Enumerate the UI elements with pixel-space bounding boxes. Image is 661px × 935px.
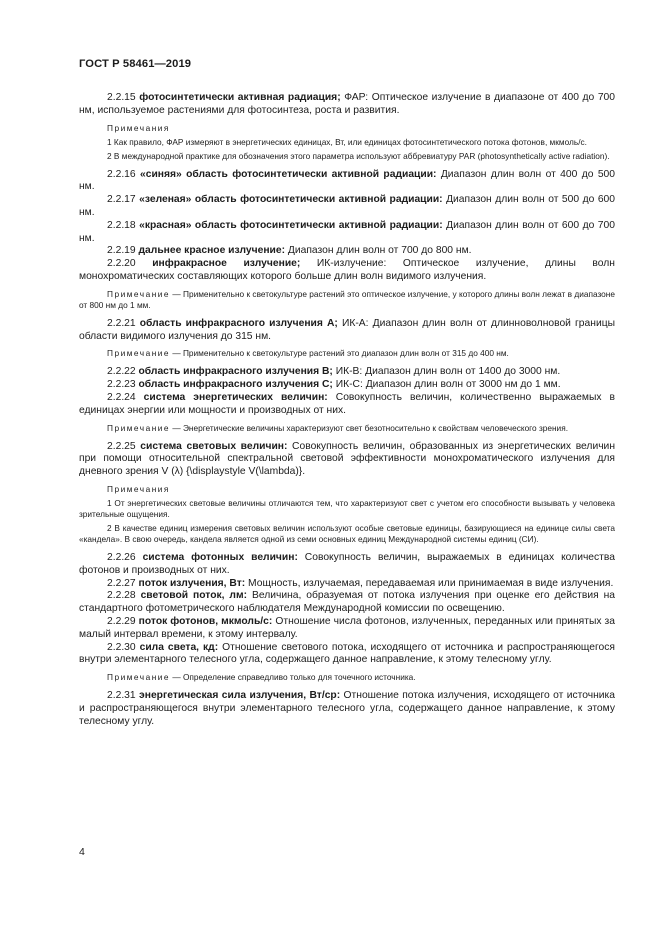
term-2-2-24: [79, 392, 615, 418]
term-number: 2.2.30: [107, 641, 136, 653]
term-2-2-18: [79, 220, 615, 246]
term-number: 2.2.27: [107, 577, 136, 589]
term-number: 2.2.25: [107, 440, 136, 452]
term-number: 2.2.20: [107, 258, 136, 270]
term-number: 2.2.15: [107, 92, 136, 103]
term-2-2-26: [79, 552, 615, 578]
note-text: — Применительно к светокультуре растений это оптическое излучение, у которого длины волн лежат в диапазоне от 800 нм до 1 мм.: [79, 288, 615, 310]
term-name: дальнее красное излучение:: [138, 245, 286, 257]
term-2-2-31: [79, 690, 615, 728]
term-2-2-20: [79, 258, 615, 284]
term-name: инфракрасное излучение;: [152, 258, 301, 270]
note-2-2-15-1: 1 Как правило, ФАР измеряют в энергетических единицах, Вт, или единицах фотосинтетического потока фотонов, мкмоль/с.: [107, 136, 587, 147]
term-name: поток излучения, Вт:: [138, 577, 246, 589]
term-number: 2.2.18: [107, 219, 136, 231]
note-2-2-20: [79, 289, 615, 311]
term-2-2-16: [79, 169, 615, 195]
term-2-2-22: [79, 366, 615, 379]
document-header: ГОСТ Р 58461—2019: [79, 58, 192, 70]
term-definition: Отношение светового потока, исходящего от источника и распространяющегося внутри элементарного телесного угла, содержащего данное направление, к этому телесному углу.: [79, 641, 615, 666]
term-name: фотосинтетически активная радиация;: [139, 92, 341, 103]
term-2-2-23: [79, 379, 615, 392]
note-label: Примечание: [107, 422, 171, 433]
notes-heading: Примечания: [107, 483, 170, 494]
term-number: 2.2.19: [107, 245, 136, 257]
document-body: [79, 92, 615, 729]
term-2-2-15: [79, 92, 615, 118]
term-name: система фотонных величин:: [142, 551, 298, 563]
term-definition: Диапазон длин волн от 500 до 600 нм.: [79, 194, 615, 218]
term-2-2-28: [79, 590, 615, 616]
term-number: 2.2.28: [107, 590, 136, 602]
note-2-2-25-1: 1 От энергетических световые величины отличаются тем, что характеризуют свет с учетом его способности вызывать у человека зрительные ощущения.: [79, 497, 615, 519]
page-number: 4: [79, 846, 85, 858]
term-2-2-21: [79, 318, 615, 344]
term-number: 2.2.26: [107, 551, 136, 563]
term-2-2-17: [79, 194, 615, 220]
term-number: 2.2.16: [107, 168, 136, 180]
term-number: 2.2.29: [107, 615, 136, 627]
term-name: энергетическая сила излучения, Вт/ср:: [139, 690, 341, 702]
note-2-2-21: [79, 348, 615, 359]
term-definition: Отношение потока излучения, исходящего от источника и распространяющегося внутри элементарного телесного угла, содержащего данное направление, к этому телесному углу.: [79, 690, 615, 727]
note-2-2-30: [79, 672, 615, 683]
term-2-2-29: [79, 616, 615, 642]
note-label: Примечание: [107, 348, 171, 359]
term-name: «зеленая» область фотосинтетически активной радиации:: [139, 194, 443, 206]
term-definition: ФАР: Оптическое излучение в диапазоне от 400 до 700 нм, используемое растениями для фотосинтеза, роста и развития.: [79, 92, 615, 116]
term-name: «синяя» область фотосинтетически активной радиации:: [140, 168, 437, 180]
term-definition: Совокупность величин, количественно выражаемых в единицах энергии или мощности и производных от них.: [79, 391, 615, 416]
term-definition: ИК-В: Диапазон длин волн от 1400 до 3000 нм.: [332, 366, 561, 378]
term-number: 2.2.24: [107, 391, 136, 403]
term-2-2-19: [79, 245, 615, 258]
term-definition: ИК-излучение: Оптическое излучение, длины волн монохроматических составляющих которого больше длин волн видимого излучения.: [79, 258, 615, 282]
notes-heading: Примечания: [107, 122, 170, 133]
term-definition: Диапазон длин волн от 600 до 700 нм.: [79, 219, 615, 244]
term-number: 2.2.21: [107, 317, 136, 329]
term-name: система световых величин:: [140, 440, 288, 452]
term-2-2-30: [79, 642, 615, 668]
term-definition: Совокупность величин, выражаемых в единицах количества фотонов и производных от них.: [79, 551, 615, 576]
term-number: 2.2.17: [107, 194, 136, 206]
term-number: 2.2.23: [107, 379, 136, 391]
term-number: 2.2.31: [107, 690, 136, 702]
term-definition: Отношение числа фотонов, излученных, переданных или принятых за малый интервал времени, к этому интервалу.: [79, 615, 615, 640]
term-name: сила света, кд:: [139, 641, 219, 653]
note-2-2-25-2: 2 В качестве единиц измерения световых величин используют особые световые единицы, базирующиеся на единице силы света «кандела». В свою очередь, кандела является одной из семи основных единиц Международной системы единиц (СИ).: [79, 522, 615, 544]
note-text: — Энергетические величины характеризуют свет безотносительно к свойствам человеческого зрения.: [170, 422, 568, 433]
term-number: 2.2.22: [107, 366, 136, 378]
term-name: «красная» область фотосинтетически активной радиации:: [139, 219, 443, 231]
term-definition: Мощность, излучаемая, передаваемая или принимаемая в виде излучения.: [245, 577, 614, 589]
note-text: — Применительно к светокультуре растений это диапазон длин волн от 315 до 400 нм.: [170, 348, 509, 359]
note-label: Примечание: [107, 288, 171, 299]
note-label: Примечание: [107, 672, 171, 683]
note-2-2-15-2: 2 В международной практике для обозначения этого параметра используют аббревиатуру PAR (photosynthetically active radiation).: [107, 150, 610, 161]
term-2-2-25: [79, 441, 615, 479]
term-definition: Диапазон длин волн от 400 до 500 нм.: [79, 168, 615, 193]
term-definition: ИК-А: Диапазон длин волн от длинноволновой границы области видимого излучения до 315 нм.: [79, 317, 615, 342]
term-name: область инфракрасного излучения С;: [138, 379, 333, 391]
term-2-2-27: [79, 578, 615, 591]
term-definition: ИК-С: Диапазон длин волн от 3000 нм до 1 мм.: [332, 379, 561, 391]
note-2-2-24: [79, 423, 615, 434]
note-text: — Определение справедливо только для точечного источника.: [170, 672, 416, 683]
term-name: система энергетических величин:: [143, 391, 328, 403]
term-name: область инфракрасного излучения А;: [139, 317, 338, 329]
term-definition: Совокупность величин, образованных из энергетических величин при помощи относительной спектральной световой эффективности монохроматического излучения для дневного зрения V (λ) {\displaystyle V(\lambda)}.: [79, 440, 615, 478]
term-name: поток фотонов, мкмоль/с:: [138, 615, 273, 627]
term-definition: Диапазон длин волн от 700 до 800 нм.: [285, 245, 472, 257]
term-name: область инфракрасного излучения В;: [138, 366, 333, 378]
term-definition: Величина, образуемая от потока излучения при оценке его действия на стандартного фотометрического наблюдателя Международной комиссии по освещению.: [79, 590, 615, 615]
term-name: световой поток, лм:: [140, 590, 248, 602]
